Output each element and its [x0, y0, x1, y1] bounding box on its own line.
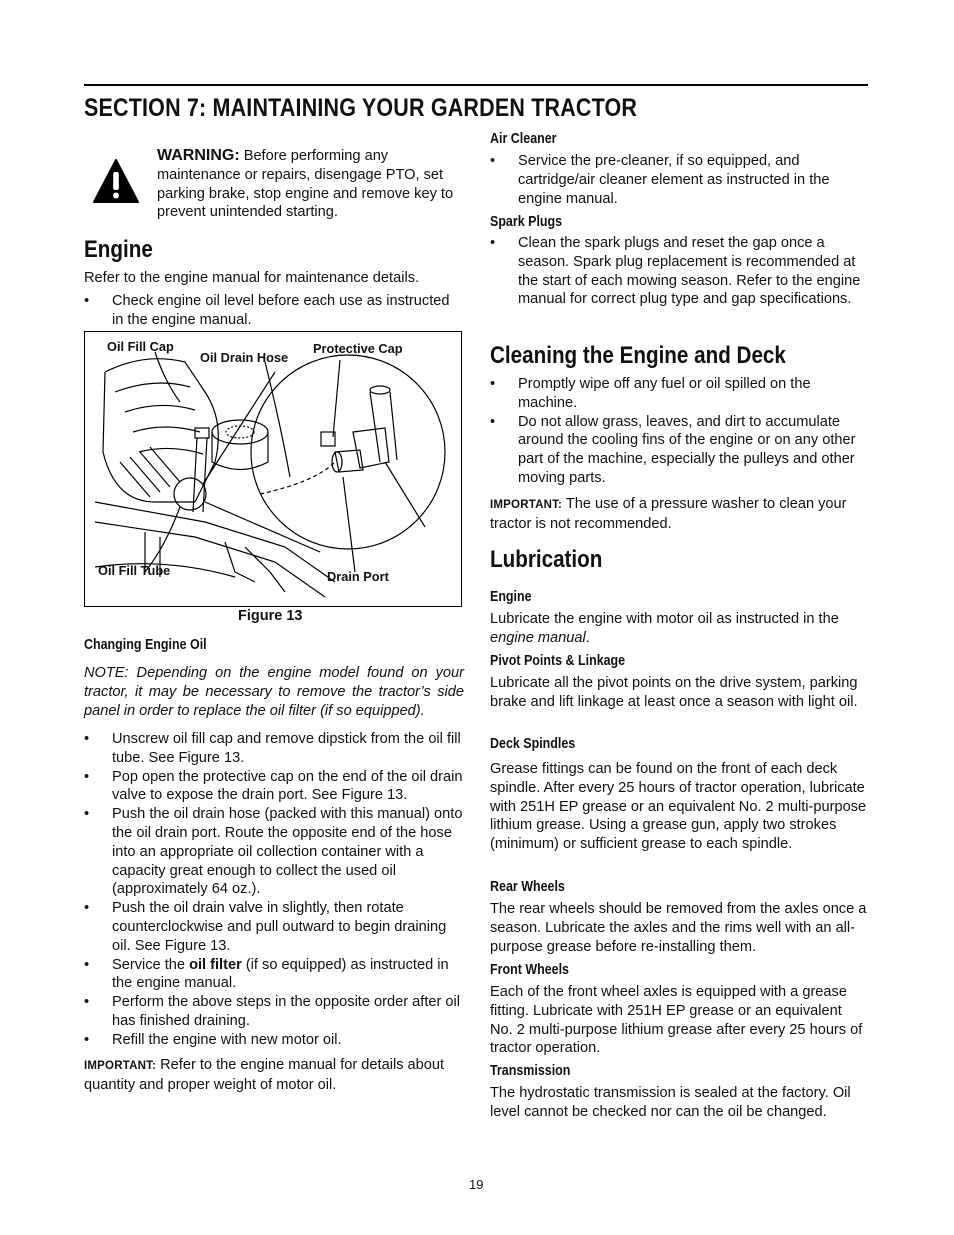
engine-intro: Refer to the engine manual for maintenance details. [84, 270, 420, 286]
important-text: Refer to the engine manual for details about quantity and proper weight of motor oil. [84, 1057, 445, 1093]
list-item: • Refill the engine with new motor oil. [84, 1031, 464, 1050]
air-cleaner-list [490, 152, 868, 208]
front-wheels-text: Each of the front wheel axles is equipped with a grease fitting. Lubricate with 251H EP grease or an equivalent No. 2 multi-purpose lithium grease after every 25 hours of tractor operation. [490, 984, 863, 1057]
warning-text: Before performing any maintenance or repairs, disengage PTO, set parking brake, stop engine and remove key to prevent unintended starting. [157, 148, 454, 221]
top-rule [84, 84, 868, 86]
lub-engine-text-main: Lubricate the engine with motor oil as instructed in the [490, 611, 839, 627]
changing-oil-important [84, 1056, 464, 1095]
deck-spindles-heading: Deck Spindles [490, 736, 576, 752]
rear-wheels-text: The rear wheels should be removed from the axles once a season. Lubricate the axles and the rims well with an all-purpose grease before re-installing them. [490, 901, 867, 955]
front-wheels-heading: Front Wheels [490, 962, 569, 978]
deck-spindles-text: Grease fittings can be found on the front of each deck spindle. After every 25 hours of tractor operation, lubricate with 251H EP grease or an equivalent No. 2 multi-purpose lithium grease. Using a grease gun, apply two strokes (minimum) or sufficient grease to each spindle. [490, 761, 867, 853]
transmission-text: The hydrostatic transmission is sealed at the factory. Oil level cannot be checked nor can the oil be changed. [490, 1085, 851, 1120]
figure-13 [84, 331, 462, 607]
drain-port-label: Drain Port [327, 569, 389, 584]
engine-bullet-list [84, 292, 464, 330]
pivot-text: Lubricate all the pivot points on the drive system, parking brake and lift linkage at least once a season with light oil. [490, 675, 858, 710]
list-item: • Do not allow grass, leaves, and dirt to accumulate around the cooling fins of the engine or on any other part of the machine, especially the pulleys and other moving parts. [490, 413, 868, 488]
changing-oil-list [84, 730, 464, 1050]
protective-cap-label: Protective Cap [313, 341, 403, 356]
cleaning-list [490, 375, 868, 488]
lubrication-heading: Lubrication [490, 546, 603, 573]
spark-plugs-list [490, 234, 868, 309]
pivot-heading: Pivot Points & Linkage [490, 653, 626, 669]
cleaning-heading: Cleaning the Engine and Deck [490, 342, 786, 369]
oil-fill-cap-label: Oil Fill Cap [107, 339, 174, 354]
lub-engine-text-end: . [585, 629, 590, 646]
list-item: • Push the oil drain valve in slightly, then rotate counterclockwise and pull outward to begin draining oil. See Figure 13. [84, 899, 464, 955]
oil-filter-bold: oil filter [189, 956, 242, 973]
rear-wheels-heading: Rear Wheels [490, 879, 565, 895]
list-item: • Promptly wipe off any fuel or oil spilled on the machine. [490, 375, 868, 413]
section-title: SECTION 7: MAINTAINING YOUR GARDEN TRACTOR [84, 94, 638, 122]
list-item: • Clean the spark plugs and reset the gap once a season. Spark plug replacement is recommended at the start of each mowing season. Refer to the engine manual for correct plug type and gap specifications. [490, 234, 868, 309]
transmission-heading: Transmission [490, 1063, 571, 1079]
oil-fill-tube-label: Oil Fill Tube [98, 563, 171, 578]
changing-oil-note: NOTE: Depending on the engine model found on your tractor, it may be necessary to remove the tractor’s side panel in order to replace the oil filter (if so equipped). [84, 665, 464, 719]
lub-engine-heading: Engine [490, 589, 532, 605]
engine-heading: Engine [84, 236, 153, 263]
warning-triangle-icon [92, 158, 140, 204]
warning-label: WARNING: [157, 147, 240, 164]
filter-text-after: (if so equipped) as instructed in the engine manual. [112, 956, 449, 992]
changing-oil-heading: Changing Engine Oil [84, 637, 207, 653]
page-number: 19 [469, 1177, 484, 1192]
list-item: • Check engine oil level before each use as instructed in the engine manual. [84, 292, 464, 330]
cleaning-important [490, 495, 868, 534]
spark-plugs-heading: Spark Plugs [490, 214, 563, 230]
warning-paragraph [157, 147, 464, 222]
list-item: • Push the oil drain hose (packed with this manual) onto the oil drain port. Route the opposite end of the hose into an appropriate oil collection container with a capacity great enough to collect the used oil (approximately 64 oz.). [84, 805, 464, 899]
figure-caption: Figure 13 [238, 608, 303, 624]
lub-engine-text [490, 610, 868, 648]
list-item: • Service the pre-cleaner, if so equipped, and cartridge/air cleaner element as instructed in the engine manual. [490, 152, 868, 208]
filter-text-before: Service the [112, 956, 190, 973]
important-label: IMPORTANT: [490, 499, 563, 511]
list-item: • Unscrew oil fill cap and remove dipstick from the oil fill tube. See Figure 13. [84, 730, 464, 768]
important-label: IMPORTANT: [84, 1060, 157, 1072]
oil-drain-hose-label: Oil Drain Hose [200, 350, 289, 365]
important-text: The use of a pressure washer to clean your tractor is not recommended. [490, 496, 847, 532]
list-item: • Perform the above steps in the opposite order after oil has finished draining. [84, 993, 464, 1031]
engine-manual-italic: engine manual [490, 629, 586, 646]
air-cleaner-heading: Air Cleaner [490, 131, 557, 147]
list-item [84, 956, 464, 994]
list-item: • Pop open the protective cap on the end of the oil drain valve to expose the drain port. See Figure 13. [84, 768, 464, 806]
